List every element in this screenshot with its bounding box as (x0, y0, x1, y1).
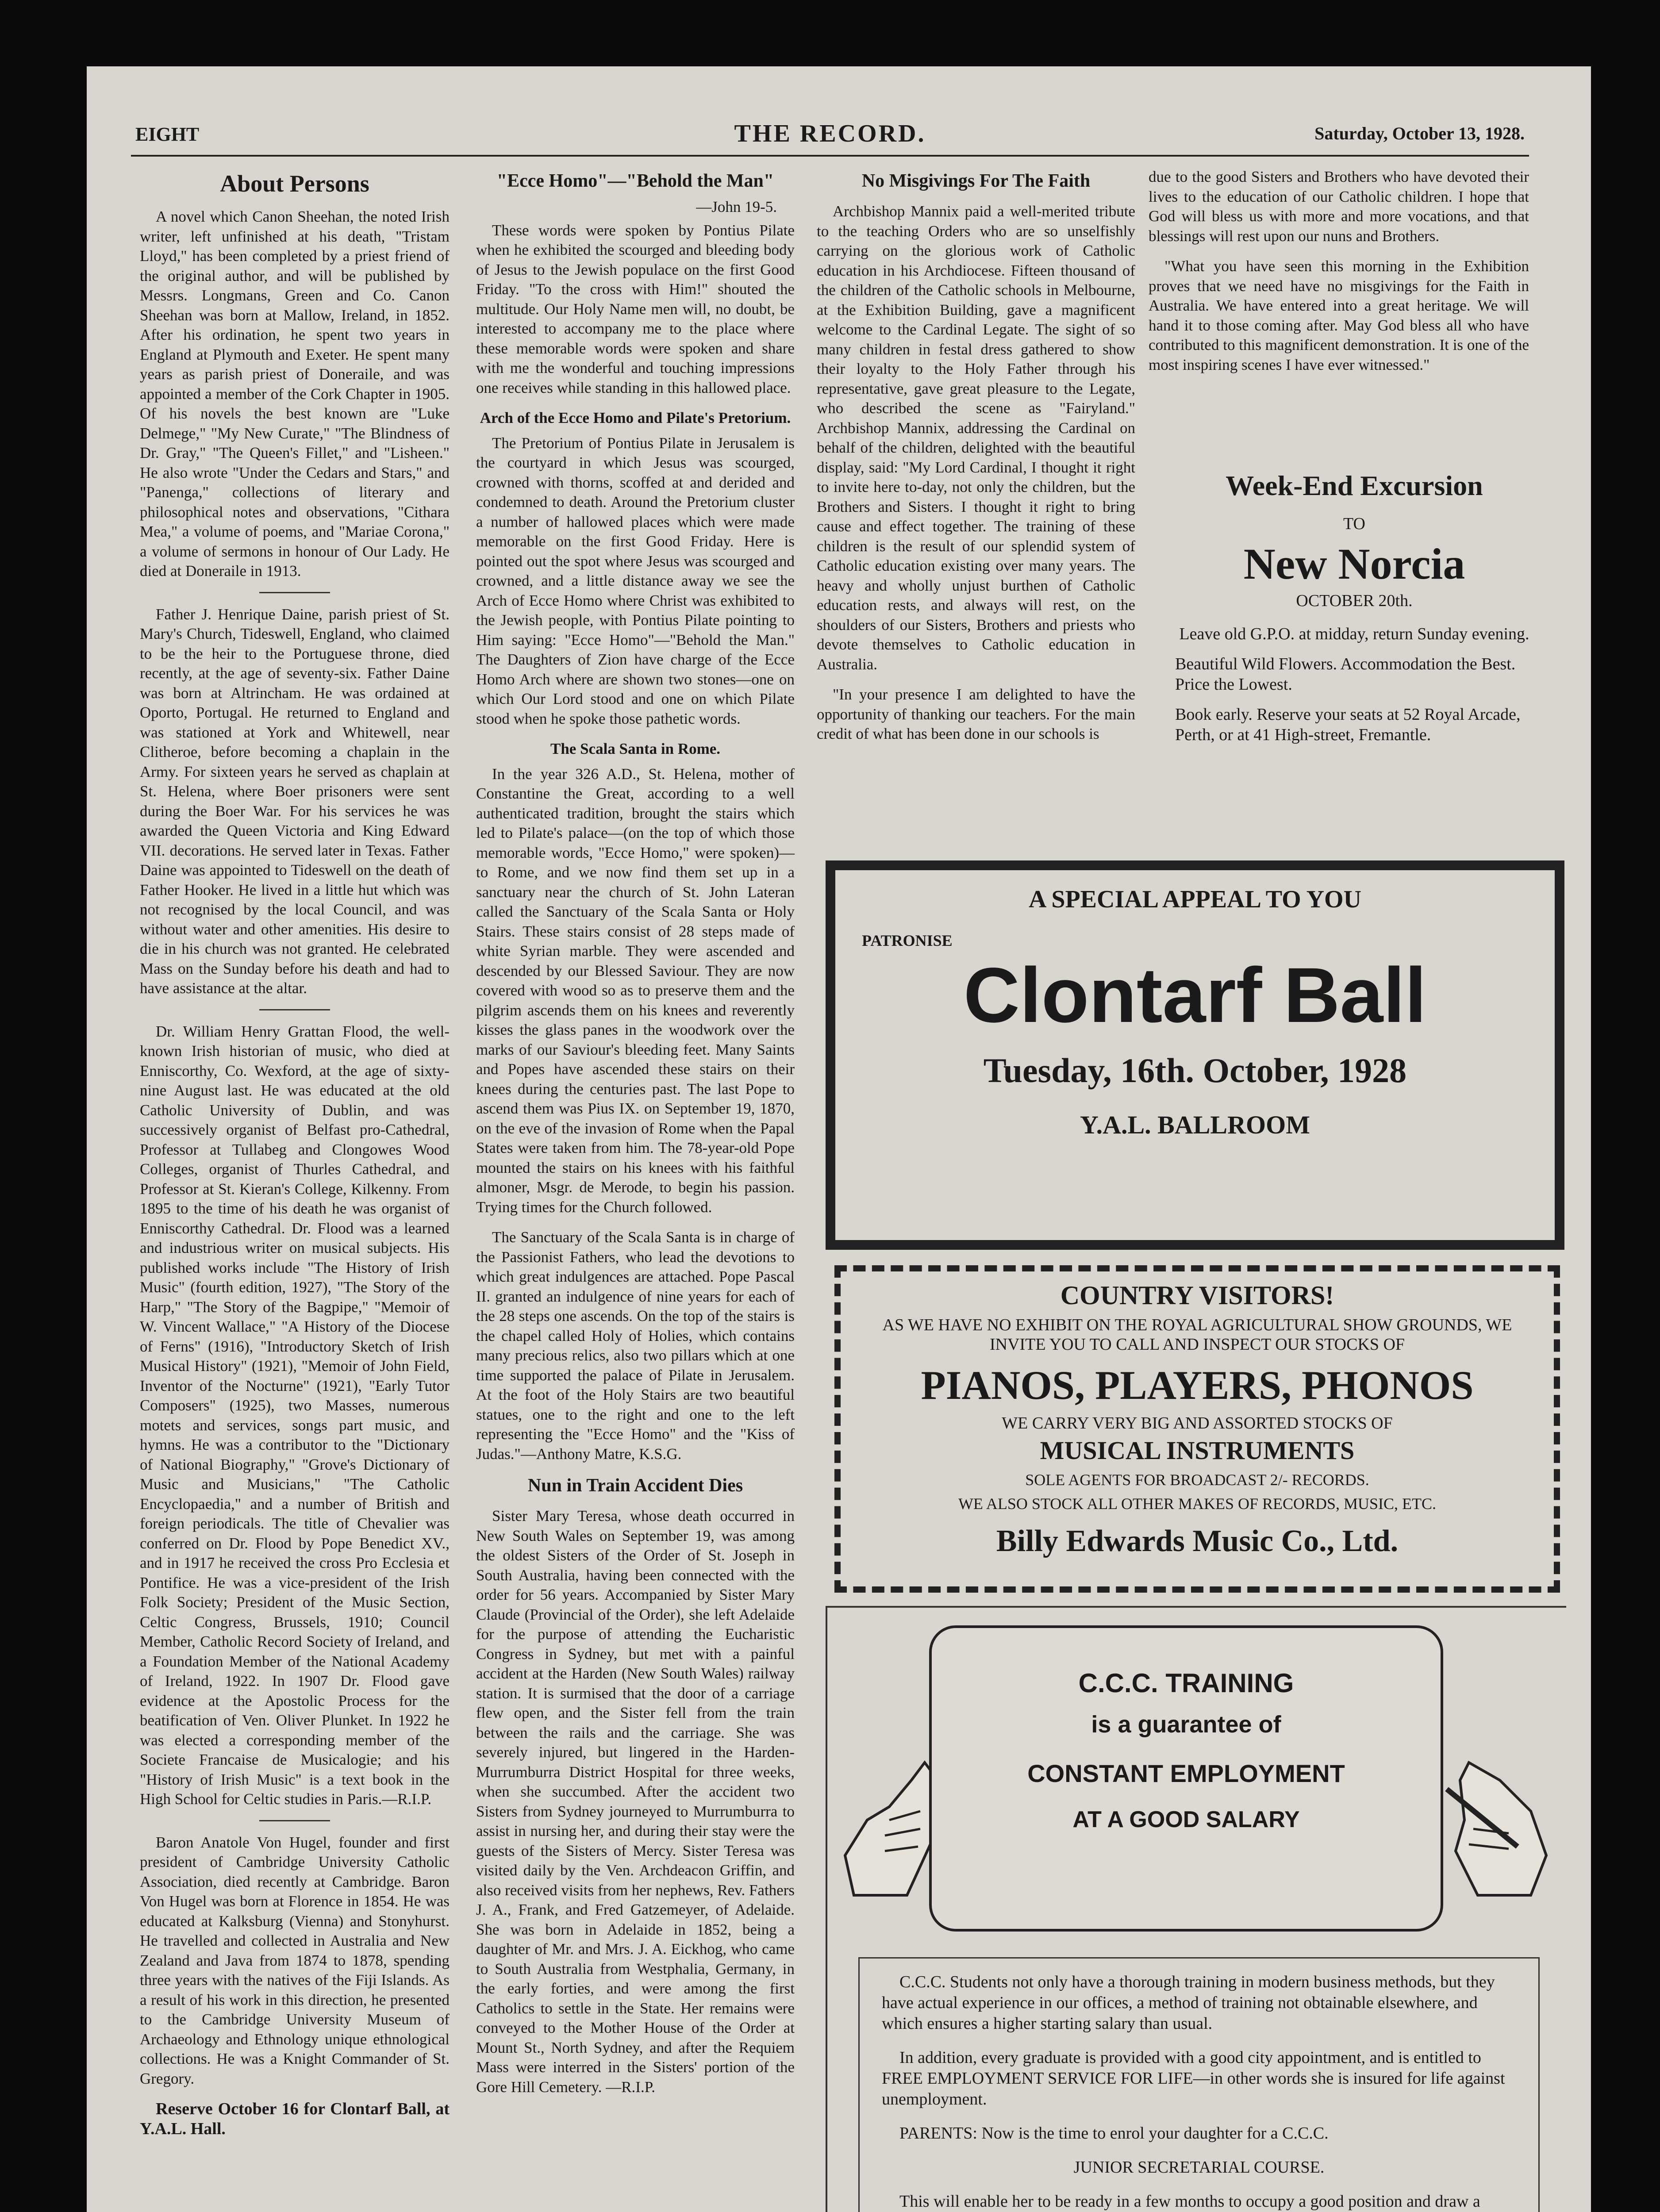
article-paragraph: due to the good Sisters and Brothers who have devoted their lives to the education of our Catholic children. I hope that God will bless us with more and more vocations, and that blessings will rest upon our nuns and Brothers. (1149, 168, 1529, 245)
newspaper-page (87, 66, 1591, 2212)
scroll-line-1: C.C.C. TRAINING (1078, 1668, 1294, 1698)
article-paragraph: Baron Anatole Von Hugel, founder and first president of Cambridge University Catholic Association, died recently at Cambridge. Baron Von Hugel was born at Florence in 1854. He was educated at Kalksburg (Vienna) and Stonyhurst. He travelled and collected in Australia and New Zealand and Java from 1874 to 1878, spending three years with the natives of the Fiji Islands. As a result of his work in this direction, he presented to the Cambridge University Museum of Archaeology and Ethnology unique ethnological collections. He was a Knight Commander of St. Gregory. (140, 1833, 450, 2087)
ad-booking: Book early. Reserve your seats at 52 Royal Arcade, Perth, or at 41 High-street, Fremantle. (1175, 705, 1521, 744)
ad-event-name: Clontarf Ball (963, 952, 1427, 1039)
ad-paragraph: C.C.C. Students not only have a thorough training in modern business methods, but they have actual experience in our offices, a method of training not obtainable elsewhere, and which ensures a higher starting salary than usual. (882, 1973, 1495, 2033)
ad-paragraph: PARENTS: Now is the time to enrol your daughter for a C.C.C. (899, 2124, 1329, 2143)
column-about-persons (140, 167, 450, 2149)
ad-stock-line: WE CARRY VERY BIG AND ASSORTED STOCKS OF (1002, 1414, 1393, 1432)
column-misgivings-continued (1149, 167, 1529, 385)
weekend-excursion-ad (1175, 469, 1533, 755)
ad-patronise: PATRONISE (862, 932, 953, 949)
scripture-reference: —John 19-5. (696, 198, 777, 215)
column-ecce-homo (476, 167, 795, 2108)
masthead-rule (131, 155, 1529, 157)
ad-title: Week-End Excursion (1226, 470, 1483, 501)
heading-misgivings: No Misgivings For The Faith (861, 171, 1091, 191)
scroll-line-4: AT A GOOD SALARY (1072, 1807, 1300, 1832)
ad-venue: Y.A.L. BALLROOM (1080, 1110, 1310, 1139)
article-paragraph: Father J. Henrique Daine, parish priest of St. Mary's Church, Tideswell, England, who claimed to be the heir to the Portuguese throne, died recently, at the age of seventy-six. Father Daine was born at Altrincham. He was ordained at Oporto, Portugal. He returned to England and was stationed at York and Whitewell, near Clitheroe, before becoming a chaplain in the Army. For sixteen years he served as chaplain at St. Helena, where Boer prisoners were sent during the Boer War. For his services he was awarded the Queen Victoria and King Edward VII. decorations. He served later in Texas. Father Daine was appointed to Tideswell on the death of Father Hooker. He lived in a little hut which was not recognised by the local Council, and was without water and other amenities. His desire to die in his church was not granted. He celebrated Mass on the Sunday before his death and had to have assistance at the altar. (140, 605, 450, 997)
article-paragraph: Archbishop Mannix paid a well-merited tribute to the teaching Orders who are so unselfishly carrying on the glorious work of Catholic education in his Archdiocese. Fifteen thousand of the children of the Catholic schools in Melbourne, at the Exhibition Building, gave a magnificent welcome to the Cardinal Legate. The sight of so many children in festal dress gathered to show their loyalty to the Holy Father through his representative, gave great pleasure to the Legate, who described the scene as "Fairyland." Archbishop Mannix, addressing the Cardinal on behalf of the children, delighted with the beautiful display, said: "My Lord Cardinal, I thought it right to invite here to-day, not only the children, but the Brothers and Sisters. I thought it right to bring cause and effect together. The training of these children is the result of our splendid system of Catholic education existing over many years. The heavy and wholly unjust burthen of Catholic education rests, and always will rest, on the shoulders of our Sisters, Brothers and priests who devote themselves to Catholic education in Australia. (817, 203, 1135, 673)
ad-destination: New Norcia (1243, 539, 1465, 588)
ad-instruments: MUSICAL INSTRUMENTS (1040, 1436, 1355, 1465)
separator (259, 1009, 330, 1010)
article-paragraph: Dr. William Henry Grattan Flood, the well-known Irish historian of music, who died at Enniscorthy, Co. Wexford, at the age of sixty-nine August last. He was educated at the old Catholic University of Dublin, and was successively organist of Belfast pro-Cathedral, Professor at Tullabeg and Clongowes Wood Colleges, organist of Thurles Cathedral, and Professor at St. Kieran's College, Kilkenny. From 1895 to the time of his death he was organist of Enniscorthy Cathedral. Dr. Flood was a learned and industrious writer on musical subjects. His published works include "The History of Irish Music" (fourth edition, 1927), "The Story of the Harp," "The Story of the Bagpipe," "Memoir of W. Vincent Wallace," "A History of the Diocese of Ferns" (1916), "Introductory Sketch of Irish Musical History" (1921), "Memoir of John Field, Inventor of the Nocturne" (1921), "Early Tutor Composers" (1925), two Masses, numerous motets and services, songs part music, and hymns. He was a contributor to the "Dictionary of National Biography," "Grove's Dictionary of Music and Musicians," "The Catholic Encyclopaedia," and a number of British and foreign periodicals. The title of Chevalier was conferred on Dr. Flood by Pope Benedict XV., and in 1917 he received the cross Pro Ecclesia et Pontifice. He was a vice-president of the Irish Folk Society; President of the Music Section, Celtic Congress, Brussels, 1910; Council Member, Catholic Record Society of Ireland, and a Foundation Member of the National Academy of Ireland, 1922. In 1907 Dr. Flood gave evidence at the Apostolic Process for the beatification of Ven. Oliver Plunket. In 1922 he was elected a corresponding member of the Societe Francaise de Musicalogie; and his "History of Irish Music" is a text book in the High School for Celtic studies in Paris.—R.I.P. (140, 1022, 450, 1808)
subheading: The Scala Santa in Rome. (550, 740, 721, 757)
ad-intro: AS WE HAVE NO EXHIBIT ON THE ROYAL AGRICULTURAL SHOW GROUNDS, WE INVITE YOU TO CALL AND INSPECT OUR STOCKS OF (882, 1316, 1512, 1354)
article-paragraph: A novel which Canon Sheehan, the noted Irish writer, left unfinished at his death, "Tristam Lloyd," has been completed by a priest friend of the original author, and will be published by Messrs. Longmans, Green and Co. Canon Sheehan was born at Mallow, Ireland, in 1852. After his ordination, he spent two years in England at Plymouth and Exeter. He spent many years as parish priest of Doneraile, and was appointed a member of the Cork Chapter in 1905. Of his novels the best known are "Luke Delmege," "My New Curate," "The Blindness of Dr. Gray," "The Queen's Fillet," and "Lisheen." He also wrote "Under the Cedars and Stars," and "Panenga," collections of literary and philosophical notes and observations, "Cithara Mea," a volume of poems, and "Mariae Corona," a volume of sermons in honour of Our Lady. He died at Doneraile in 1913. (140, 208, 450, 580)
article-paragraph: The Sanctuary of the Scala Santa is in charge of the Passionist Fathers, who lead the devotions to which great indulgences are attached. Pope Pascal II. granted an indulgence of nine years for each of the 28 steps one ascends. On the top of the stairs is the chapel called Holy of Holies, which contains many precious relics, also two pillars which at one time supported the palace of Pilate in Jerusalem. At the foot of the Holy Stairs are two beautiful statues, one to the right and one to the left representing the "Ecce Homo" and the "Kiss of Judas."—Anthony Matre, K.S.G. (476, 1229, 795, 1463)
separator (259, 1820, 330, 1821)
ad-other-stock: WE ALSO STOCK ALL OTHER MAKES OF RECORDS, MUSIC, ETC. (958, 1495, 1437, 1513)
ad-title: COUNTRY VISITORS! (1060, 1281, 1334, 1310)
heading-about-persons: About Persons (220, 170, 369, 197)
article-paragraph: These words were spoken by Pontius Pilate when he exhibited the scourged and bleeding body of Jesus to the Jewish populace on the first Good Friday. "To the cross with Him!" shouted the multitude. Our Holy Name men will, no doubt, be interested to accompany me to the place where these memorable words were spoken and share with me the wonderful and touching impressions one receives while standing in this hallowed place. (476, 221, 795, 396)
article-paragraph: "In your presence I am delighted to have the opportunity of thanking our teachers. For the main credit of what has been done in our schools is (817, 686, 1135, 742)
ccc-ad-body (858, 1957, 1540, 2212)
ad-paragraph: This will enable her to be ready in a few months to occupy a good position and draw a (899, 2192, 1480, 2211)
page-number: EIGHT (135, 123, 200, 145)
ad-products: PIANOS, PLAYERS, PHONOS (921, 1363, 1474, 1408)
ad-appeal: A SPECIAL APPEAL TO YOU (1028, 886, 1362, 913)
heading-nun-accident: Nun in Train Accident Dies (527, 1475, 743, 1496)
article-paragraph: In the year 326 A.D., St. Helena, mother of Constantine the Great, according to a well authenticated tradition, brought the stairs which led to Pilate's palace—(on the top of which those memorable words, "Ecce Homo," were spoken)—to Rome, and we now find them set up in a sanctuary near the church of St. John Lateran called the Sanctuary of the Scala Santa or Holy Stairs. These stairs consist of 28 steps made of white Syrian marble. They were ascended and descended by our Blessed Saviour. They are now covered with wood so as to preserve them and the pilgrim ascends them on his knees and reverently kisses the glass panes in the woodwork over the marks of our Saviour's bleeding feet. Many Saints and Popes have ascended these stairs on their knees during the centuries past. The last Pope to ascend them was Pius IX. on September 19, 1870, on the eve of the invasion of Rome when the Papal States were taken from him. The 78-year-old Pope mounted the stairs on his knees with his faithful almoner, Msgr. de Merode, to begin his passion. Trying times for the Church followed. (476, 765, 795, 1216)
ad-to: TO (1343, 515, 1365, 533)
separator (259, 592, 330, 593)
ccc-training-ad (826, 1606, 1566, 2212)
article-paragraph: The Pretorium of Pontius Pilate in Jerusalem is the courtyard in which Jesus was scourged, crowned with thorns, scoffed at and derided and condemned to death. Around the Pretorium cluster a number of hallowed places which were made memorable on the first Good Friday. Here is pointed out the spot where Jesus was scourged and crowned, and a little distance away we see the Arch of Ecce Homo where Christ was exhibited to the Jewish people, with Pontius Pilate pointing to Him saying: "Ecce Homo"—"Behold the Man." The Daughters of Zion have charge of the Ecce Homo Arch where are shown two stones—one on which Our Lord stood and one on which Pilate stood when he spoke those pathetic words. (476, 434, 795, 727)
article-paragraph: Sister Mary Teresa, whose death occurred in New South Wales on September 19, was among the oldest Sisters of the Order of St. Joseph in South Australia, having been connected with the order for 56 years. Accompanied by Sister Mary Claude (Provincial of the Order), she left Adelaide for the purpose of attending the Eucharistic Congress in Sydney, but met with a painful accident at the Harden (New South Wales) railway station. It is surmised that the door of a carriage flew open, and the Sister fell from the train between the rails and the carriage. She was severely injured, but lingered in the Harden-Murrumburra District Hospital for three weeks, when she succumbed. After the accident two Sisters from Sydney journeyed to Murrumburra to assist in nursing her, and during their stay were the guests of the Sisters of Mercy. Sister Teresa was visited daily by the Ven. Archdeacon Griffin, and also received visits from her nephews, Rev. Fathers J. A., Frank, and Fred Gatzemeyer, of Adelaide. She was born in Adelaide in 1852, being a daughter of Mr. and Mrs. J. A. Eickhog, who came to South Australia from Westphalia, Germany, in the early forties, and were among the first Catholics to settle in the State. Her remains were conveyed to the Mother House of the Order at Mount St., North Sydney, and after the Requiem Mass were interred in the Sisters' portion of the Gore Hill Cemetery. —R.I.P. (476, 1507, 795, 2096)
heading-ecce-homo: "Ecce Homo"—"Behold the Man" (496, 171, 774, 191)
subheading: Arch of the Ecce Homo and Pilate's Pretorium. (480, 409, 791, 426)
ad-paragraph: In addition, every graduate is provided with a good city appointment, and is entitled to FREE EMPLOYMENT SERVICE FOR LIFE—in other words she is insured for life against unemployment. (882, 2048, 1505, 2108)
ad-course-name: JUNIOR SECRETARIAL COURSE. (1073, 2158, 1325, 2177)
issue-date: Saturday, October 13, 1928. (1314, 123, 1525, 143)
ad-departure: Leave old G.P.O. at midday, return Sunday evening. (1179, 625, 1529, 643)
article-paragraph: "What you have seen this morning in the Exhibition proves that we need have no misgivings for the Faith in Australia. We have entered into a great heritage. We will hand it to those coming after. May God bless all who have contributed to this magnificent demonstration. It is one of the most inspiring scenes I have ever witnessed." (1149, 257, 1529, 373)
scroll-line-2: is a guarantee of (1091, 1711, 1281, 1738)
scroll-banner (929, 1625, 1443, 1932)
scroll-line-3: CONSTANT EMPLOYMENT (1027, 1759, 1345, 1787)
ad-agents: SOLE AGENTS FOR BROADCAST 2/- RECORDS. (1025, 1471, 1369, 1489)
ad-company: Billy Edwards Music Co., Ltd. (996, 1524, 1399, 1558)
ad-date: OCTOBER 20th. (1296, 591, 1413, 610)
clontarf-reminder: Reserve October 16 for Clontarf Ball, at Y.A.L. Hall. (140, 2100, 450, 2138)
clontarf-ball-ad (826, 860, 1564, 1250)
ad-features: Beautiful Wild Flowers. Accommodation the Best. Price the Lowest. (1175, 655, 1516, 694)
column-misgivings (817, 167, 1135, 755)
newspaper-title: THE RECORD. (734, 120, 926, 147)
country-visitors-ad (834, 1265, 1560, 1593)
hand-holding-pen-icon (1442, 1754, 1553, 1900)
masthead (135, 119, 1525, 155)
ad-event-date: Tuesday, 16th. October, 1928 (983, 1051, 1407, 1090)
